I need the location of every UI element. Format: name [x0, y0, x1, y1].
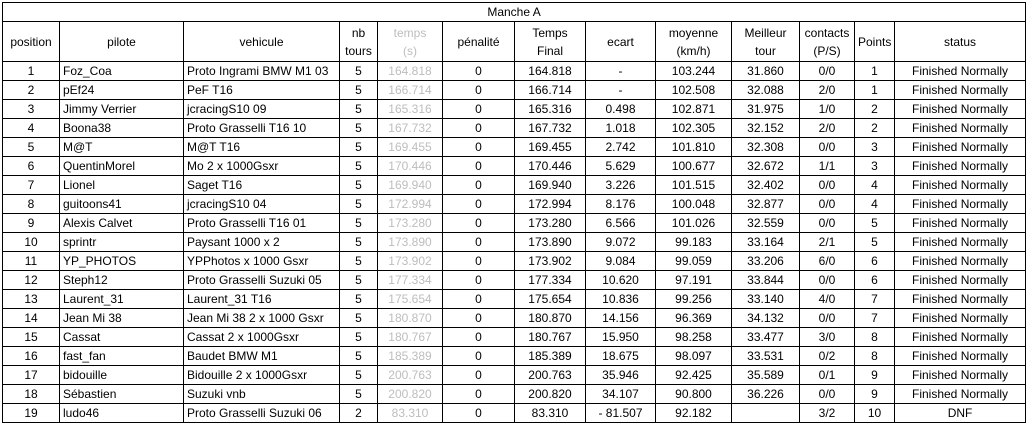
penalite-cell: 0 — [443, 157, 515, 176]
table-row — [3, 271, 1026, 290]
moyenne-cell: 99.183 — [656, 233, 732, 252]
moyenne-cell: 96.369 — [656, 309, 732, 328]
contacts-cell: 2/0 — [800, 119, 855, 138]
ecart-cell: 15.950 — [586, 328, 656, 347]
points-cell: 4 — [855, 195, 895, 214]
pilote-cell: bidouille — [60, 366, 184, 385]
status-cell: Finished Normally — [895, 271, 1026, 290]
col-header-nb-tours-line1: nb — [351, 25, 366, 40]
points-cell: 5 — [855, 233, 895, 252]
tours-cell: 5 — [340, 347, 378, 366]
ecart-cell: - — [586, 81, 656, 100]
table-row — [3, 62, 1026, 81]
vehicule-cell: Cassat 2 x 1000Gsxr — [184, 328, 340, 347]
temps-cell: 180.767 — [378, 328, 443, 347]
status-cell: Finished Normally — [895, 233, 1026, 252]
contacts-cell: 4/0 — [800, 290, 855, 309]
points-cell: 1 — [855, 62, 895, 81]
tours-cell: 5 — [340, 176, 378, 195]
ecart-cell: 9.072 — [586, 233, 656, 252]
position-cell: 8 — [3, 195, 60, 214]
ecart-cell: 14.156 — [586, 309, 656, 328]
temps-cell: 169.455 — [378, 138, 443, 157]
temps-final-cell: 180.767 — [515, 328, 586, 347]
temps-final-cell: 165.316 — [515, 100, 586, 119]
moyenne-cell: 92.182 — [656, 404, 732, 423]
tours-cell: 5 — [340, 385, 378, 404]
tours-cell: 5 — [340, 157, 378, 176]
meilleur-tour-cell: 33.140 — [732, 290, 800, 309]
table-row — [3, 252, 1026, 271]
temps-final-cell: 173.890 — [515, 233, 586, 252]
ecart-cell: - 81.507 — [586, 404, 656, 423]
penalite-cell: 0 — [443, 100, 515, 119]
position-cell: 15 — [3, 328, 60, 347]
temps-final-cell: 169.940 — [515, 176, 586, 195]
meilleur-tour-cell: 35.589 — [732, 366, 800, 385]
points-cell: 1 — [855, 81, 895, 100]
status-cell: Finished Normally — [895, 385, 1026, 404]
col-header-penalite: pénalité — [443, 22, 515, 62]
points-cell: 9 — [855, 366, 895, 385]
table-row — [3, 176, 1026, 195]
temps-cell: 173.280 — [378, 214, 443, 233]
temps-cell: 173.890 — [378, 233, 443, 252]
tours-cell: 5 — [340, 119, 378, 138]
tours-cell: 5 — [340, 100, 378, 119]
status-cell: Finished Normally — [895, 81, 1026, 100]
temps-final-cell: 172.994 — [515, 195, 586, 214]
position-cell: 6 — [3, 157, 60, 176]
moyenne-cell: 101.515 — [656, 176, 732, 195]
col-header-points: Points — [855, 22, 895, 62]
temps-final-cell: 170.446 — [515, 157, 586, 176]
contacts-cell: 0/0 — [800, 195, 855, 214]
col-header-contacts — [800, 22, 855, 62]
pilote-cell: QuentinMorel — [60, 157, 184, 176]
pilote-cell: Alexis Calvet — [60, 214, 184, 233]
contacts-cell: 3/0 — [800, 328, 855, 347]
moyenne-cell: 92.425 — [656, 366, 732, 385]
temps-final-cell: 83.310 — [515, 404, 586, 423]
temps-cell: 172.994 — [378, 195, 443, 214]
vehicule-cell: Proto Grasselli T16 10 — [184, 119, 340, 138]
points-cell: 2 — [855, 119, 895, 138]
pilote-cell: Jimmy Verrier — [60, 100, 184, 119]
meilleur-tour-cell: 32.088 — [732, 81, 800, 100]
temps-cell: 175.654 — [378, 290, 443, 309]
penalite-cell: 0 — [443, 214, 515, 233]
meilleur-tour-cell: 33.206 — [732, 252, 800, 271]
penalite-cell: 0 — [443, 81, 515, 100]
meilleur-tour-cell: 36.226 — [732, 385, 800, 404]
position-cell: 3 — [3, 100, 60, 119]
contacts-cell: 0/1 — [800, 366, 855, 385]
ecart-cell: 3.226 — [586, 176, 656, 195]
table-row — [3, 366, 1026, 385]
temps-cell: 185.389 — [378, 347, 443, 366]
tours-cell: 5 — [340, 214, 378, 233]
col-header-vehicule: vehicule — [184, 22, 340, 62]
temps-final-cell: 164.818 — [515, 62, 586, 81]
position-cell: 17 — [3, 366, 60, 385]
pilote-cell: Sébastien — [60, 385, 184, 404]
table-row — [3, 100, 1026, 119]
penalite-cell: 0 — [443, 271, 515, 290]
tours-cell: 5 — [340, 309, 378, 328]
status-cell: Finished Normally — [895, 119, 1026, 138]
ecart-cell: 18.675 — [586, 347, 656, 366]
meilleur-tour-cell: 33.477 — [732, 328, 800, 347]
col-header-ecart: ecart — [586, 22, 656, 62]
col-header-status: status — [895, 22, 1026, 62]
position-cell: 11 — [3, 252, 60, 271]
moyenne-cell: 100.677 — [656, 157, 732, 176]
meilleur-tour-cell: 32.559 — [732, 214, 800, 233]
vehicule-cell: Paysant 1000 x 2 — [184, 233, 340, 252]
tours-cell: 5 — [340, 366, 378, 385]
contacts-cell: 3/2 — [800, 404, 855, 423]
col-header-pilote: pilote — [60, 22, 184, 62]
points-cell: 9 — [855, 385, 895, 404]
vehicule-cell: Jean Mi 38 2 x 1000 Gsxr — [184, 309, 340, 328]
temps-final-cell: 175.654 — [515, 290, 586, 309]
vehicule-cell: Proto Grasselli T16 01 — [184, 214, 340, 233]
col-header-temps-final-line1: Temps — [532, 25, 568, 40]
tours-cell: 5 — [340, 138, 378, 157]
position-cell: 1 — [3, 62, 60, 81]
tours-cell: 5 — [340, 328, 378, 347]
vehicule-cell: PeF T16 — [184, 81, 340, 100]
contacts-cell: 0/0 — [800, 62, 855, 81]
pilote-cell: YP_PHOTOS — [60, 252, 184, 271]
meilleur-tour-cell: 32.672 — [732, 157, 800, 176]
position-cell: 16 — [3, 347, 60, 366]
contacts-cell: 0/0 — [800, 309, 855, 328]
points-cell: 3 — [855, 157, 895, 176]
temps-final-cell: 200.820 — [515, 385, 586, 404]
position-cell: 14 — [3, 309, 60, 328]
pilote-cell: fast_fan — [60, 347, 184, 366]
pilote-cell: Foz_Coa — [60, 62, 184, 81]
points-cell: 2 — [855, 100, 895, 119]
vehicule-cell: jcracingS10 09 — [184, 100, 340, 119]
penalite-cell: 0 — [443, 328, 515, 347]
moyenne-cell: 97.191 — [656, 271, 732, 290]
penalite-cell: 0 — [443, 233, 515, 252]
position-cell: 2 — [3, 81, 60, 100]
ecart-cell: 8.176 — [586, 195, 656, 214]
position-cell: 9 — [3, 214, 60, 233]
ecart-cell: 9.084 — [586, 252, 656, 271]
position-cell: 10 — [3, 233, 60, 252]
points-cell: 6 — [855, 252, 895, 271]
pilote-cell: Laurent_31 — [60, 290, 184, 309]
temps-final-cell: 173.902 — [515, 252, 586, 271]
col-header-temps-final-line2: Final — [536, 43, 563, 58]
position-cell: 7 — [3, 176, 60, 195]
penalite-cell: 0 — [443, 119, 515, 138]
ecart-cell: 5.629 — [586, 157, 656, 176]
moyenne-cell: 98.097 — [656, 347, 732, 366]
ecart-cell: 0.498 — [586, 100, 656, 119]
status-cell: Finished Normally — [895, 157, 1026, 176]
table-row — [3, 195, 1026, 214]
vehicule-cell: Baudet BMW M1 — [184, 347, 340, 366]
position-cell: 19 — [3, 404, 60, 423]
col-header-meilleur-tour — [732, 22, 800, 62]
meilleur-tour-cell: 32.152 — [732, 119, 800, 138]
tours-cell: 5 — [340, 252, 378, 271]
penalite-cell: 0 — [443, 290, 515, 309]
table-row — [3, 233, 1026, 252]
pilote-cell: Lionel — [60, 176, 184, 195]
col-header-temps-line1: temps — [393, 25, 427, 40]
points-cell: 8 — [855, 328, 895, 347]
vehicule-cell: jcracingS10 04 — [184, 195, 340, 214]
tours-cell: 5 — [340, 62, 378, 81]
tours-cell: 5 — [340, 195, 378, 214]
contacts-cell: 1/0 — [800, 100, 855, 119]
position-cell: 5 — [3, 138, 60, 157]
table-row — [3, 290, 1026, 309]
penalite-cell: 0 — [443, 385, 515, 404]
status-cell: Finished Normally — [895, 328, 1026, 347]
temps-cell: 170.446 — [378, 157, 443, 176]
temps-cell: 165.316 — [378, 100, 443, 119]
vehicule-cell: YPPhotos x 1000 Gsxr — [184, 252, 340, 271]
tours-cell: 5 — [340, 271, 378, 290]
ecart-cell: 35.946 — [586, 366, 656, 385]
temps-final-cell: 169.455 — [515, 138, 586, 157]
penalite-cell: 0 — [443, 62, 515, 81]
ecart-cell: 10.620 — [586, 271, 656, 290]
ecart-cell: 1.018 — [586, 119, 656, 138]
meilleur-tour-cell — [732, 404, 800, 423]
points-cell: 7 — [855, 290, 895, 309]
pilote-cell: sprintr — [60, 233, 184, 252]
col-header-temps-line2: (s) — [403, 43, 417, 58]
ecart-cell: - — [586, 62, 656, 81]
contacts-cell: 0/0 — [800, 271, 855, 290]
pilote-cell: Jean Mi 38 — [60, 309, 184, 328]
temps-final-cell: 180.870 — [515, 309, 586, 328]
points-cell: 5 — [855, 214, 895, 233]
contacts-cell: 2/0 — [800, 81, 855, 100]
vehicule-cell: Proto Grasselli Suzuki 06 — [184, 404, 340, 423]
col-header-meilleur-tour-line2: tour — [755, 43, 776, 58]
table-row — [3, 157, 1026, 176]
temps-cell: 166.714 — [378, 81, 443, 100]
col-header-nb-tours-line2: tours — [345, 43, 372, 58]
table-row — [3, 119, 1026, 138]
temps-cell: 169.940 — [378, 176, 443, 195]
status-cell: Finished Normally — [895, 214, 1026, 233]
contacts-cell: 6/0 — [800, 252, 855, 271]
pilote-cell: M@T — [60, 138, 184, 157]
table-row — [3, 404, 1026, 423]
col-header-temps — [378, 22, 443, 62]
pilote-cell: ludo46 — [60, 404, 184, 423]
col-header-moyenne-line1: moyenne — [668, 25, 719, 40]
ecart-cell: 34.107 — [586, 385, 656, 404]
penalite-cell: 0 — [443, 309, 515, 328]
moyenne-cell: 99.256 — [656, 290, 732, 309]
meilleur-tour-cell: 34.132 — [732, 309, 800, 328]
points-cell: 10 — [855, 404, 895, 423]
position-cell: 4 — [3, 119, 60, 138]
meilleur-tour-cell: 31.975 — [732, 100, 800, 119]
moyenne-cell: 101.026 — [656, 214, 732, 233]
tours-cell: 2 — [340, 404, 378, 423]
moyenne-cell: 100.048 — [656, 195, 732, 214]
position-cell: 18 — [3, 385, 60, 404]
contacts-cell: 2/1 — [800, 233, 855, 252]
ecart-cell: 6.566 — [586, 214, 656, 233]
col-header-contacts-line2: (P/S) — [813, 43, 841, 58]
col-header-contacts-line1: contacts — [804, 25, 850, 40]
meilleur-tour-cell: 31.860 — [732, 62, 800, 81]
status-cell: Finished Normally — [895, 176, 1026, 195]
penalite-cell: 0 — [443, 176, 515, 195]
col-header-moyenne-line2: (km/h) — [676, 43, 711, 58]
table-row — [3, 385, 1026, 404]
penalite-cell: 0 — [443, 347, 515, 366]
ecart-cell: 10.836 — [586, 290, 656, 309]
position-cell: 13 — [3, 290, 60, 309]
pilote-cell: Cassat — [60, 328, 184, 347]
contacts-cell: 1/1 — [800, 157, 855, 176]
points-cell: 6 — [855, 271, 895, 290]
vehicule-cell: Saget T16 — [184, 176, 340, 195]
contacts-cell: 0/0 — [800, 176, 855, 195]
results-table — [2, 2, 1026, 423]
status-cell: Finished Normally — [895, 290, 1026, 309]
meilleur-tour-cell: 32.877 — [732, 195, 800, 214]
points-cell: 8 — [855, 347, 895, 366]
status-cell: Finished Normally — [895, 62, 1026, 81]
moyenne-cell: 102.871 — [656, 100, 732, 119]
pilote-cell: Boona38 — [60, 119, 184, 138]
meilleur-tour-cell: 33.531 — [732, 347, 800, 366]
tours-cell: 5 — [340, 290, 378, 309]
temps-cell: 200.820 — [378, 385, 443, 404]
temps-cell: 177.334 — [378, 271, 443, 290]
vehicule-cell: Suzuki vnb — [184, 385, 340, 404]
temps-cell: 173.902 — [378, 252, 443, 271]
penalite-cell: 0 — [443, 404, 515, 423]
pilote-cell: guitoons41 — [60, 195, 184, 214]
header-row — [3, 22, 1026, 62]
vehicule-cell: M@T T16 — [184, 138, 340, 157]
temps-cell: 200.763 — [378, 366, 443, 385]
meilleur-tour-cell: 32.402 — [732, 176, 800, 195]
ecart-cell: 2.742 — [586, 138, 656, 157]
penalite-cell: 0 — [443, 366, 515, 385]
contacts-cell: 0/0 — [800, 214, 855, 233]
pilote-cell: Steph12 — [60, 271, 184, 290]
status-cell: Finished Normally — [895, 195, 1026, 214]
status-cell: Finished Normally — [895, 347, 1026, 366]
moyenne-cell: 101.810 — [656, 138, 732, 157]
col-header-nb-tours — [340, 22, 378, 62]
temps-cell: 180.870 — [378, 309, 443, 328]
temps-final-cell: 167.732 — [515, 119, 586, 138]
penalite-cell: 0 — [443, 195, 515, 214]
meilleur-tour-cell: 33.844 — [732, 271, 800, 290]
temps-final-cell: 185.389 — [515, 347, 586, 366]
temps-cell: 83.310 — [378, 404, 443, 423]
moyenne-cell: 90.800 — [656, 385, 732, 404]
vehicule-cell: Bidouille 2 x 1000Gsxr — [184, 366, 340, 385]
col-header-temps-final — [515, 22, 586, 62]
tours-cell: 5 — [340, 81, 378, 100]
moyenne-cell: 98.258 — [656, 328, 732, 347]
table-row — [3, 81, 1026, 100]
penalite-cell: 0 — [443, 252, 515, 271]
points-cell: 3 — [855, 138, 895, 157]
temps-final-cell: 177.334 — [515, 271, 586, 290]
table-row — [3, 309, 1026, 328]
temps-final-cell: 166.714 — [515, 81, 586, 100]
meilleur-tour-cell: 33.164 — [732, 233, 800, 252]
temps-cell: 164.818 — [378, 62, 443, 81]
temps-final-cell: 173.280 — [515, 214, 586, 233]
tours-cell: 5 — [340, 233, 378, 252]
vehicule-cell: Proto Grasselli Suzuki 05 — [184, 271, 340, 290]
moyenne-cell: 99.059 — [656, 252, 732, 271]
status-cell: Finished Normally — [895, 309, 1026, 328]
contacts-cell: 0/2 — [800, 347, 855, 366]
vehicule-cell: Laurent_31 T16 — [184, 290, 340, 309]
temps-cell: 167.732 — [378, 119, 443, 138]
moyenne-cell: 102.305 — [656, 119, 732, 138]
table-row — [3, 214, 1026, 233]
moyenne-cell: 103.244 — [656, 62, 732, 81]
table-row — [3, 347, 1026, 366]
col-header-moyenne — [656, 22, 732, 62]
status-cell: Finished Normally — [895, 138, 1026, 157]
moyenne-cell: 102.508 — [656, 81, 732, 100]
vehicule-cell: Proto Ingrami BMW M1 03 — [184, 62, 340, 81]
status-cell: Finished Normally — [895, 366, 1026, 385]
position-cell: 12 — [3, 271, 60, 290]
status-cell: Finished Normally — [895, 252, 1026, 271]
penalite-cell: 0 — [443, 138, 515, 157]
col-header-meilleur-tour-line1: Meilleur — [744, 25, 787, 40]
pilote-cell: pEf24 — [60, 81, 184, 100]
table-row — [3, 328, 1026, 347]
table-title: Manche A — [3, 3, 1026, 22]
table-row — [3, 138, 1026, 157]
points-cell: 4 — [855, 176, 895, 195]
contacts-cell: 0/0 — [800, 385, 855, 404]
status-cell: Finished Normally — [895, 100, 1026, 119]
temps-final-cell: 200.763 — [515, 366, 586, 385]
status-cell: DNF — [895, 404, 1026, 423]
contacts-cell: 0/0 — [800, 138, 855, 157]
meilleur-tour-cell: 32.308 — [732, 138, 800, 157]
points-cell: 7 — [855, 309, 895, 328]
vehicule-cell: Mo 2 x 1000Gsxr — [184, 157, 340, 176]
col-header-position: position — [3, 22, 60, 62]
